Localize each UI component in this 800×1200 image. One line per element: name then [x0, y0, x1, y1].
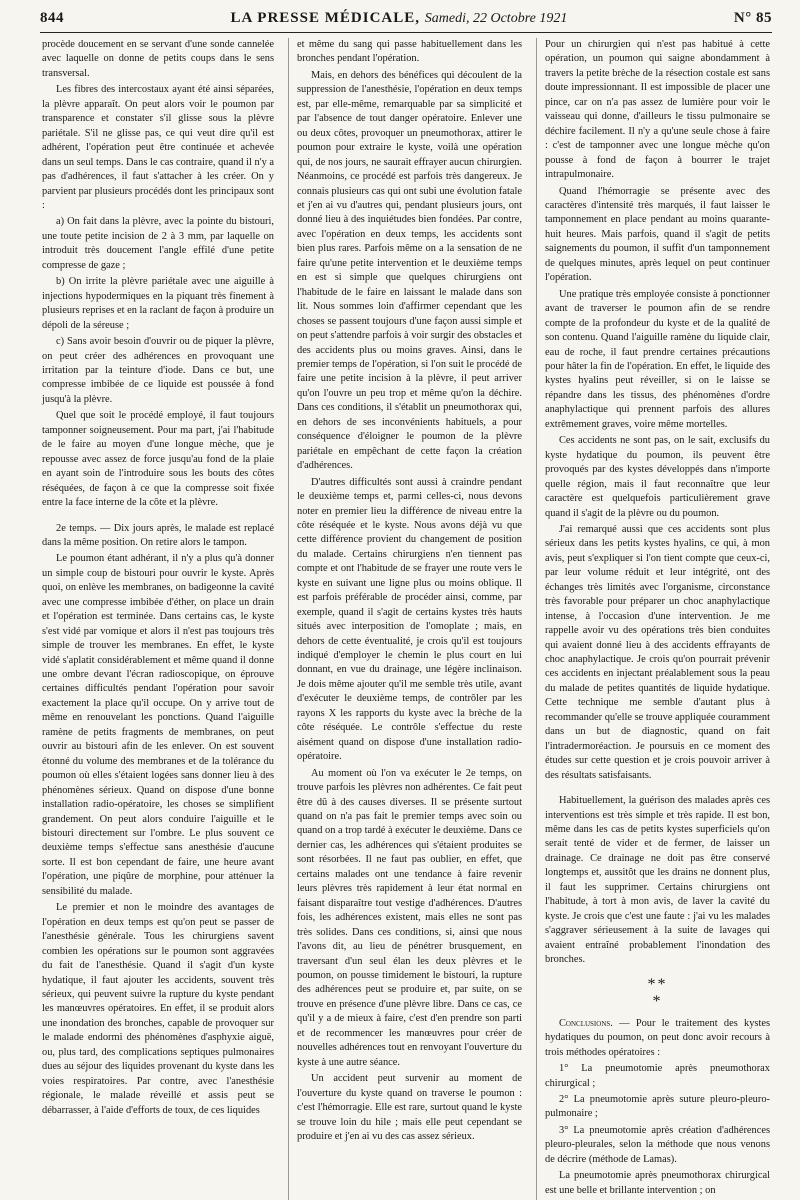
- paragraph: Les fibres des intercostaux ayant été ainsi séparées, la plèvre apparaît. On peut alors voir le poumon par transparence et constater s'il glisse sous la plèvre pariétale. S'il ne glisse pas, ce qui veut dire qu'il est adhérent, l'opération peut être continuée et achevée dans un seul temps. Dans le cas contraire, quand il n'y a pas d'adhérences, il faut s'attacher à les créer. On y parvient par plusieurs procédés dont les principaux sont :: [42, 84, 274, 211]
- paragraph: J'ai remarqué aussi que ces accidents sont plus sérieux dans les petits kystes hyalins, ce qui, à mon avis, peut s'expliquer si l'on tient compte que ceux-ci, par leur volume réduit et leur intégrité, ont des échanges très limités avec l'organisme, circonstance très favorable pour préparer un choc anaphylactique intense, à l'occasion d'une intervention. Je me rappelle avoir vu des opérations très bien conduites qui avaient donné lieu à des accidents effrayants de choc anaphylactique. Je crois qu'on pourrait prévenir ces accidents en injectant préalablement sous la peau du malade de petites quantités de liquide hydatique. Cette technique me semble d'autant plus à recommander qu'elle se trouve appliquée couramment dans un but de diagnostic, quand on fait l'intradermoréaction. Je poursuis en ce moment des études sur cette question et je crois pouvoir arriver à des résultats satisfaisants.: [545, 523, 770, 781]
- paragraph: Le poumon étant adhérant, il n'y a plus qu'à donner un simple coup de bistouri pour ouvrir le kyste. Après quoi, on enlève les membranes, on badigeonne la cavité avec une compresse imbibée d'éther, on place un drain et l'opération est terminée. Dans certains cas, le kyste s'est vidé par vomique et alors il n'est pas toujours très simple de trouver les membranes. En effet, le kyste vidé s'aplatit considérablement et même quand il donne une ombre devant l'écran radioscopique, on éprouve certaines difficultés pendant l'opération pour savoir exactement la place qu'il occupe. On y arrive tout de même en renouvelant les ponctions. Quand l'aiguille ramène de petits fragments de membranes, on peut ouvrir au bistouri afin de les enlever. On est souvent étonné du volume des membranes et de la tolérance du poumon où elles s'étaient logées sans donner lieu à des phénomènes sérieux. Quand on dispose d'une bonne installation radio-opératoire, les choses se simplifient grandement. On peut alors conduire l'aiguille et le bistouri directement sur l'ombre. Le plus souvent ce deuxième temps s'effectue sans anesthésie d'aucune sorte. Il est bon cependant de faire, une heure avant l'opération, une piqûre de morphine, pour atténuer la sensibilité du malade.: [42, 553, 274, 897]
- paragraph: Pour un chirurgien qui n'est pas habitué à cette opération, un poumon qui saigne abondamment à travers la petite brèche de la résection costale est sans doute impressionnant. Il est impossible de placer une pince, car on n'a pas assez de lumière pour voir le vaisseau qui donne, d'ailleurs le tissu pulmonaire se déchire facilement. Il n'y a qu'une seule chose à faire : c'est de tamponner avec une longue mèche qu'on pousse à fond de façon à bourrer le trajet intrapulmonaire.: [545, 39, 770, 181]
- paragraph: Le premier et non le moindre des avantages de l'opération en deux temps est qu'on peut se passer de l'anesthésie générale. Tous les chirurgiens savent combien les opérations sur le poumon sont aggravées du fait de l'anesthésie. Quand il s'agit d'un kyste hydatique, il faut ajouter les accidents, souvent très sérieux, qui peuvent suivre la rupture du kyste pendant les manœuvres opératoires. En effet, il se produit alors une inondation des bronches, capable de provoquer sur le malade endormi des phénomènes d'asphyxie aiguë, ou, plus tard, des complications septiques pulmonaires dues au séjour des liquides provenant du kyste dans les voies respiratoires. Par contre, avec l'anesthésie régionale, le malade réveillé et assis peut se débarrasser, à l'aide d'efforts de toux, de ces liquides: [42, 902, 274, 1116]
- paragraph: Ces accidents ne sont pas, on le sait, exclusifs du kyste hydatique du poumon, ils peuvent être provoqués par des kystes développés dans n'importe quelle région, mais il faut reconnaître que leur caractère est quelquefois particulièrement grave quand il s'agit de la plèvre ou du poumon.: [545, 435, 770, 519]
- conclusions-title: Conclusions.: [559, 1017, 613, 1029]
- article-columns: [40, 38, 772, 1196]
- column-3: [536, 38, 772, 1200]
- conclusion-item: La pneumotomie après pneumothorax chirurgical est une belle et brillante intervention ; on: [545, 1170, 770, 1196]
- paragraph: c) Sans avoir besoin d'ouvrir ou de piquer la plèvre, on peut créer des adhérences en provoquant une irritation par la teinture d'iode. Dans ce but, une compresse imbibée de ce liquide est poussée à fond jusqu'à la plèvre.: [42, 336, 274, 405]
- paragraph: b) On irrite la plèvre pariétale avec une aiguille à injections hypodermiques en la piquant très finement à plusieurs reprises et en la raclant de façon à produire un dépoli de la séreuse ;: [42, 276, 274, 331]
- paragraph: Au moment où l'on va exécuter le 2e temps, on trouve parfois les plèvres non adhérentes. Ce fait peut être dû à des causes diverses. Il se présente surtout quand on n'a pas fait le premier temps avec soin ou quand on a trop tardé à exécuter le deuxième. Dans ce dernier cas, les adhérences qui s'étaient produites se sont résorbées. Il ne faut pas oublier, en effet, que certains malades ont une tendance à faire revenir leurs plèvres très rapidement à leur état normal en faisant disparaître tout vestige d'adhérences. D'autres fois, les adhérences existent, mais elles ne sont pas très solides. Dans ces conditions, si, ainsi que nous l'avons dit, au lieu de pénétrer brusquement, en traversant d'un seul élan les deux plèvres et le poumon, on pousse timidement le bistouri, la rupture des adhérences peut se produire et, par suite, on se trouve en présence d'une plèvre libre. Dans ce cas, ce qu'il y a de mieux à faire, c'est d'en prendre son parti et de recommencer les manœuvres pour créer de nouvelles adhérences tout en renvoyant l'ouverture du kyste à une autre séance.: [297, 767, 522, 1068]
- paragraph: et même du sang qui passe habituellement dans les bronches pendant l'opération.: [297, 39, 522, 65]
- page-number: 844: [40, 10, 64, 26]
- issue-date: Samedi, 22 Octobre 1921: [424, 11, 568, 26]
- paragraph: Une pratique très employée consiste à ponctionner avant de traverser le poumon afin de se rendre compte de la profondeur du kyste et de la qualité de son contenu. Quand l'aiguille ramène du liquide clair, eau de roche, il faut prendre certaines précautions pour hâter la fin de l'opération. En effet, le liquide des kystes hyalins peut réveiller, si on le laisse se répandre dans les tissus, des phénomènes d'ordre anaphylactique qui prennent parfois des allures extrêmement graves, voire même mortelles.: [545, 288, 770, 430]
- conclusion-item: 3° La pneumotomie après création d'adhérences pleuro-pleurales, selon la méthode que nous venons de décrire (méthode de Lamas).: [545, 1124, 770, 1165]
- journal-name: LA PRESSE MÉDICALE,: [230, 10, 421, 26]
- paragraph: Un accident peut survenir au moment de l'ouverture du kyste quand on traverse le poumon : c'est l'hémorragie. Elle est rare, surtout quand le kyste se trouve loin du hile ; mais elle peut cependant se produire et j'en ai vu des cas assez sérieux.: [297, 1073, 522, 1142]
- paragraph: Quand l'hémorragie se présente avec des caractères d'intensité très marqués, il faut laisser le tamponnement en place pendant au moins quarante-huit heures. Mais parfois, quand il s'agit de petits saignements du poumon, il suffit d'un tamponnement de quelques minutes, après lequel on peut continuer l'opération.: [545, 185, 770, 284]
- conclusions-lead: — Pour le traitement des kystes hydatiques du poumon, on peut donc avoir recours à trois méthodes opératoires :: [545, 1017, 770, 1058]
- paragraph: Mais, en dehors des bénéfices qui découlent de la suppression de l'anesthésie, l'opération en deux temps est, par elle-même, remarquable par sa simplicité et par l'absence de tout danger opératoire. Enlever une ou deux côtes, provoquer un pneumothorax, attirer le poumon pour extraire le kyste, voilà une opération qui, de nos jours, ne saurait effrayer aucun chirurgien. Néanmoins, ce procédé est parfois très dangereux. Je connais plusieurs cas qui ont subi une évolution fatale et j'en ai vu d'autres qui, pendant plusieurs jours, ont donné lieu à des inquiétudes bien fondées. Par contre, avec l'opération en deux temps, les accidents sont bien plus rares. Parfois même on a la sensation de ne faire qu'une petite intervention et le deuxième temps en est si simple que quelques chirurgiens ont l'habitude de le faire en laissant le malade dans son lit. Nous sommes loin d'affirmer cependant que les choses se passent toujours d'une façon aussi simple et on peut s'attendre parfois à voir surgir des obstacles et des accidents plus ou moins graves. Ainsi, dans le premier temps de l'opération, si l'on suit le procédé de faire une petite incision à la plèvre, il peut arriver qu'on l'ouvre un peu trop et même qu'on la déchire. Dans ces conditions, il s'établit un pneumothorax qui, en dehors de ses inconvénients habituels, a pour conséquence d'éloigner le poumon de la plèvre pariétale en empêchant de cette façon la création d'adhérences.: [297, 69, 522, 472]
- issue-number: N° 85: [733, 10, 772, 26]
- paragraph: Habituellement, la guérison des malades après ces interventions est très simple et très rapide. Il est bon, même dans les cas de petits kystes superficiels qu'on serait tenté de vider et de fermer, de laisser un drainage. Ce drainage ne doit pas être conservé longtemps et, aussitôt que les drains ne donnent plus, il faut les supprimer. Certains chirurgiens ont l'habitude, à tort à mon avis, de laver la cavité du kyste. Je crois que c'est une faute : j'ai vu les malades s'aggraver sérieusement à la suite de lavages qui avaient entraîné probablement l'inondation des bronches.: [545, 795, 770, 966]
- column-1: [40, 38, 276, 1200]
- column-2: [288, 38, 524, 1200]
- page-header: [40, 10, 772, 33]
- paragraph: D'autres difficultés sont aussi à craindre pendant le deuxième temps et, parmi celles-ci, nous devons noter en premier lieu la différence de niveau entre la côte réséquée et le kyste. Nous avons déjà vu que cette différence provient du changement de position du malade. Certains chirurgiens n'en tiennent pas compte et ont l'habitude de se frayer une route vers le kyste en suivant une ligne plus ou moins oblique. Il est parfois préférable de procéder ainsi, comme, par exemple, quand il s'agit de certains kystes très hauts situés avec interposition de l'omoplate ; mais, en dehors de cette éventualité, je crois qu'il est toujours indiqué d'employer le chemin le plus court en lui donnant, en vue du drainage, une légère inclinaison. Je dois même ajouter qu'il me semble très utile, avant d'exécuter le deuxième temps, de contrôler par les rayons X les rapports du kyste avec la brèche de la côte réséquée. Le contrôle s'effectue du reste aisément quand on dispose d'une installation radio-opératoire.: [297, 476, 522, 763]
- conclusion-item: 1° La pneumotomie après pneumothorax chirurgical ;: [545, 1063, 770, 1089]
- section-separator: ** *: [647, 975, 668, 1011]
- conclusions-intro: [545, 1017, 770, 1060]
- paragraph: a) On fait dans la plèvre, avec la pointe du bistouri, une toute petite incision de 2 à 3 mm, par laquelle on introduit très doucement l'angle effilé d'une petite compresse de gaze ;: [42, 216, 274, 271]
- journal-title: [231, 10, 568, 27]
- paragraph: Quel que soit le procédé employé, il faut toujours tamponner soigneusement. Pour ma part, j'ai l'habitude de le faire au moyen d'une longue mèche, que je repousse avec assez de force jusqu'au fond de la plaie en ayant soin de l'introduire sous les bouts des côtes réséquées, de façon à ce que la compresse soit fixée entre la face interne de la côte et la plèvre.: [42, 410, 274, 509]
- conclusion-item: 2° La pneumotomie après suture pleuro-pleuro-pulmonaire ;: [545, 1094, 770, 1120]
- paragraph: procède doucement en se servant d'une sonde cannelée avec laquelle on donne de petits coups dans le sens transversal.: [42, 39, 274, 79]
- section-second-time: 2e temps. — Dix jours après, le malade est replacé dans la même position. On retire alors le tampon.: [42, 522, 274, 548]
